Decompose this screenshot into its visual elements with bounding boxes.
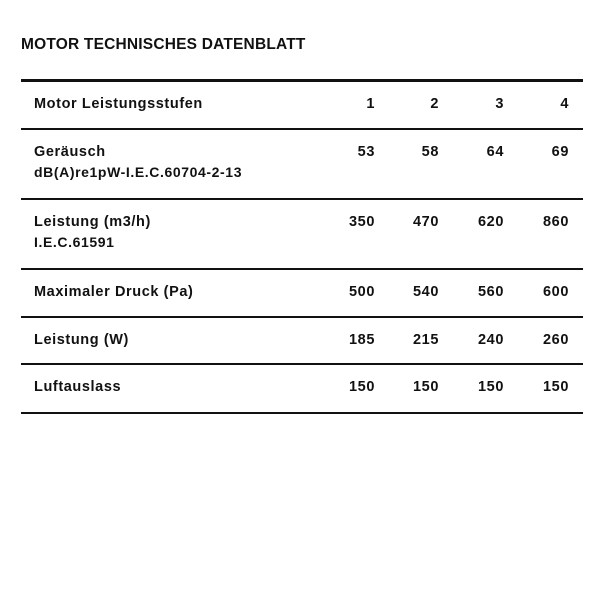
row-label-main: Luftauslass — [34, 379, 122, 395]
table-cell: 240 — [478, 332, 504, 348]
table-cell: 150 — [478, 379, 504, 395]
row-label — [34, 377, 121, 397]
table-cell: 260 — [543, 332, 569, 348]
row-label-main: Maximaler Druck (Pa) — [34, 284, 194, 300]
table-cell: 620 — [478, 214, 504, 230]
table-row-leistungsstufen — [21, 82, 583, 130]
table-row-leistung-m3h — [21, 200, 583, 270]
table-cell: 58 — [421, 144, 439, 160]
row-label — [34, 212, 151, 252]
table-cell: 150 — [349, 379, 375, 395]
row-label — [34, 330, 129, 350]
row-label-main: Geräusch — [34, 144, 106, 160]
table-row-luftauslass — [21, 365, 583, 414]
table-cell: 600 — [543, 284, 569, 300]
row-label-main: Leistung (W) — [34, 332, 129, 348]
spec-table — [21, 79, 583, 414]
table-cell: 500 — [349, 284, 375, 300]
table-cell: 560 — [478, 284, 504, 300]
table-cell: 215 — [413, 332, 439, 348]
row-label — [34, 94, 203, 114]
table-cell: 2 — [430, 96, 439, 112]
table-cell: 470 — [413, 214, 439, 230]
row-label — [34, 142, 242, 182]
table-cell: 53 — [357, 144, 375, 160]
table-cell: 540 — [413, 284, 439, 300]
table-cell: 350 — [349, 214, 375, 230]
page-title: MOTOR TECHNISCHES DATENBLATT — [21, 36, 306, 53]
table-cell: 185 — [349, 332, 375, 348]
row-label — [34, 282, 193, 302]
table-row-leistung-w — [21, 318, 583, 365]
row-label-main: Leistung (m3/h) — [34, 214, 151, 230]
table-cell: 64 — [486, 144, 504, 160]
table-row-maximaler-druck — [21, 270, 583, 318]
table-cell: 3 — [495, 96, 504, 112]
table-cell: 860 — [543, 214, 569, 230]
row-label-sub: dB(A)re1pW-I.E.C.60704-2-13 — [34, 164, 243, 180]
table-cell: 150 — [413, 379, 439, 395]
row-label-main: Motor Leistungsstufen — [34, 96, 203, 112]
table-cell: 69 — [551, 144, 569, 160]
table-cell: 4 — [560, 96, 569, 112]
table-cell: 150 — [543, 379, 569, 395]
table-cell: 1 — [366, 96, 375, 112]
row-label-sub: I.E.C.61591 — [34, 234, 115, 250]
table-row-geraeusch — [21, 130, 583, 200]
